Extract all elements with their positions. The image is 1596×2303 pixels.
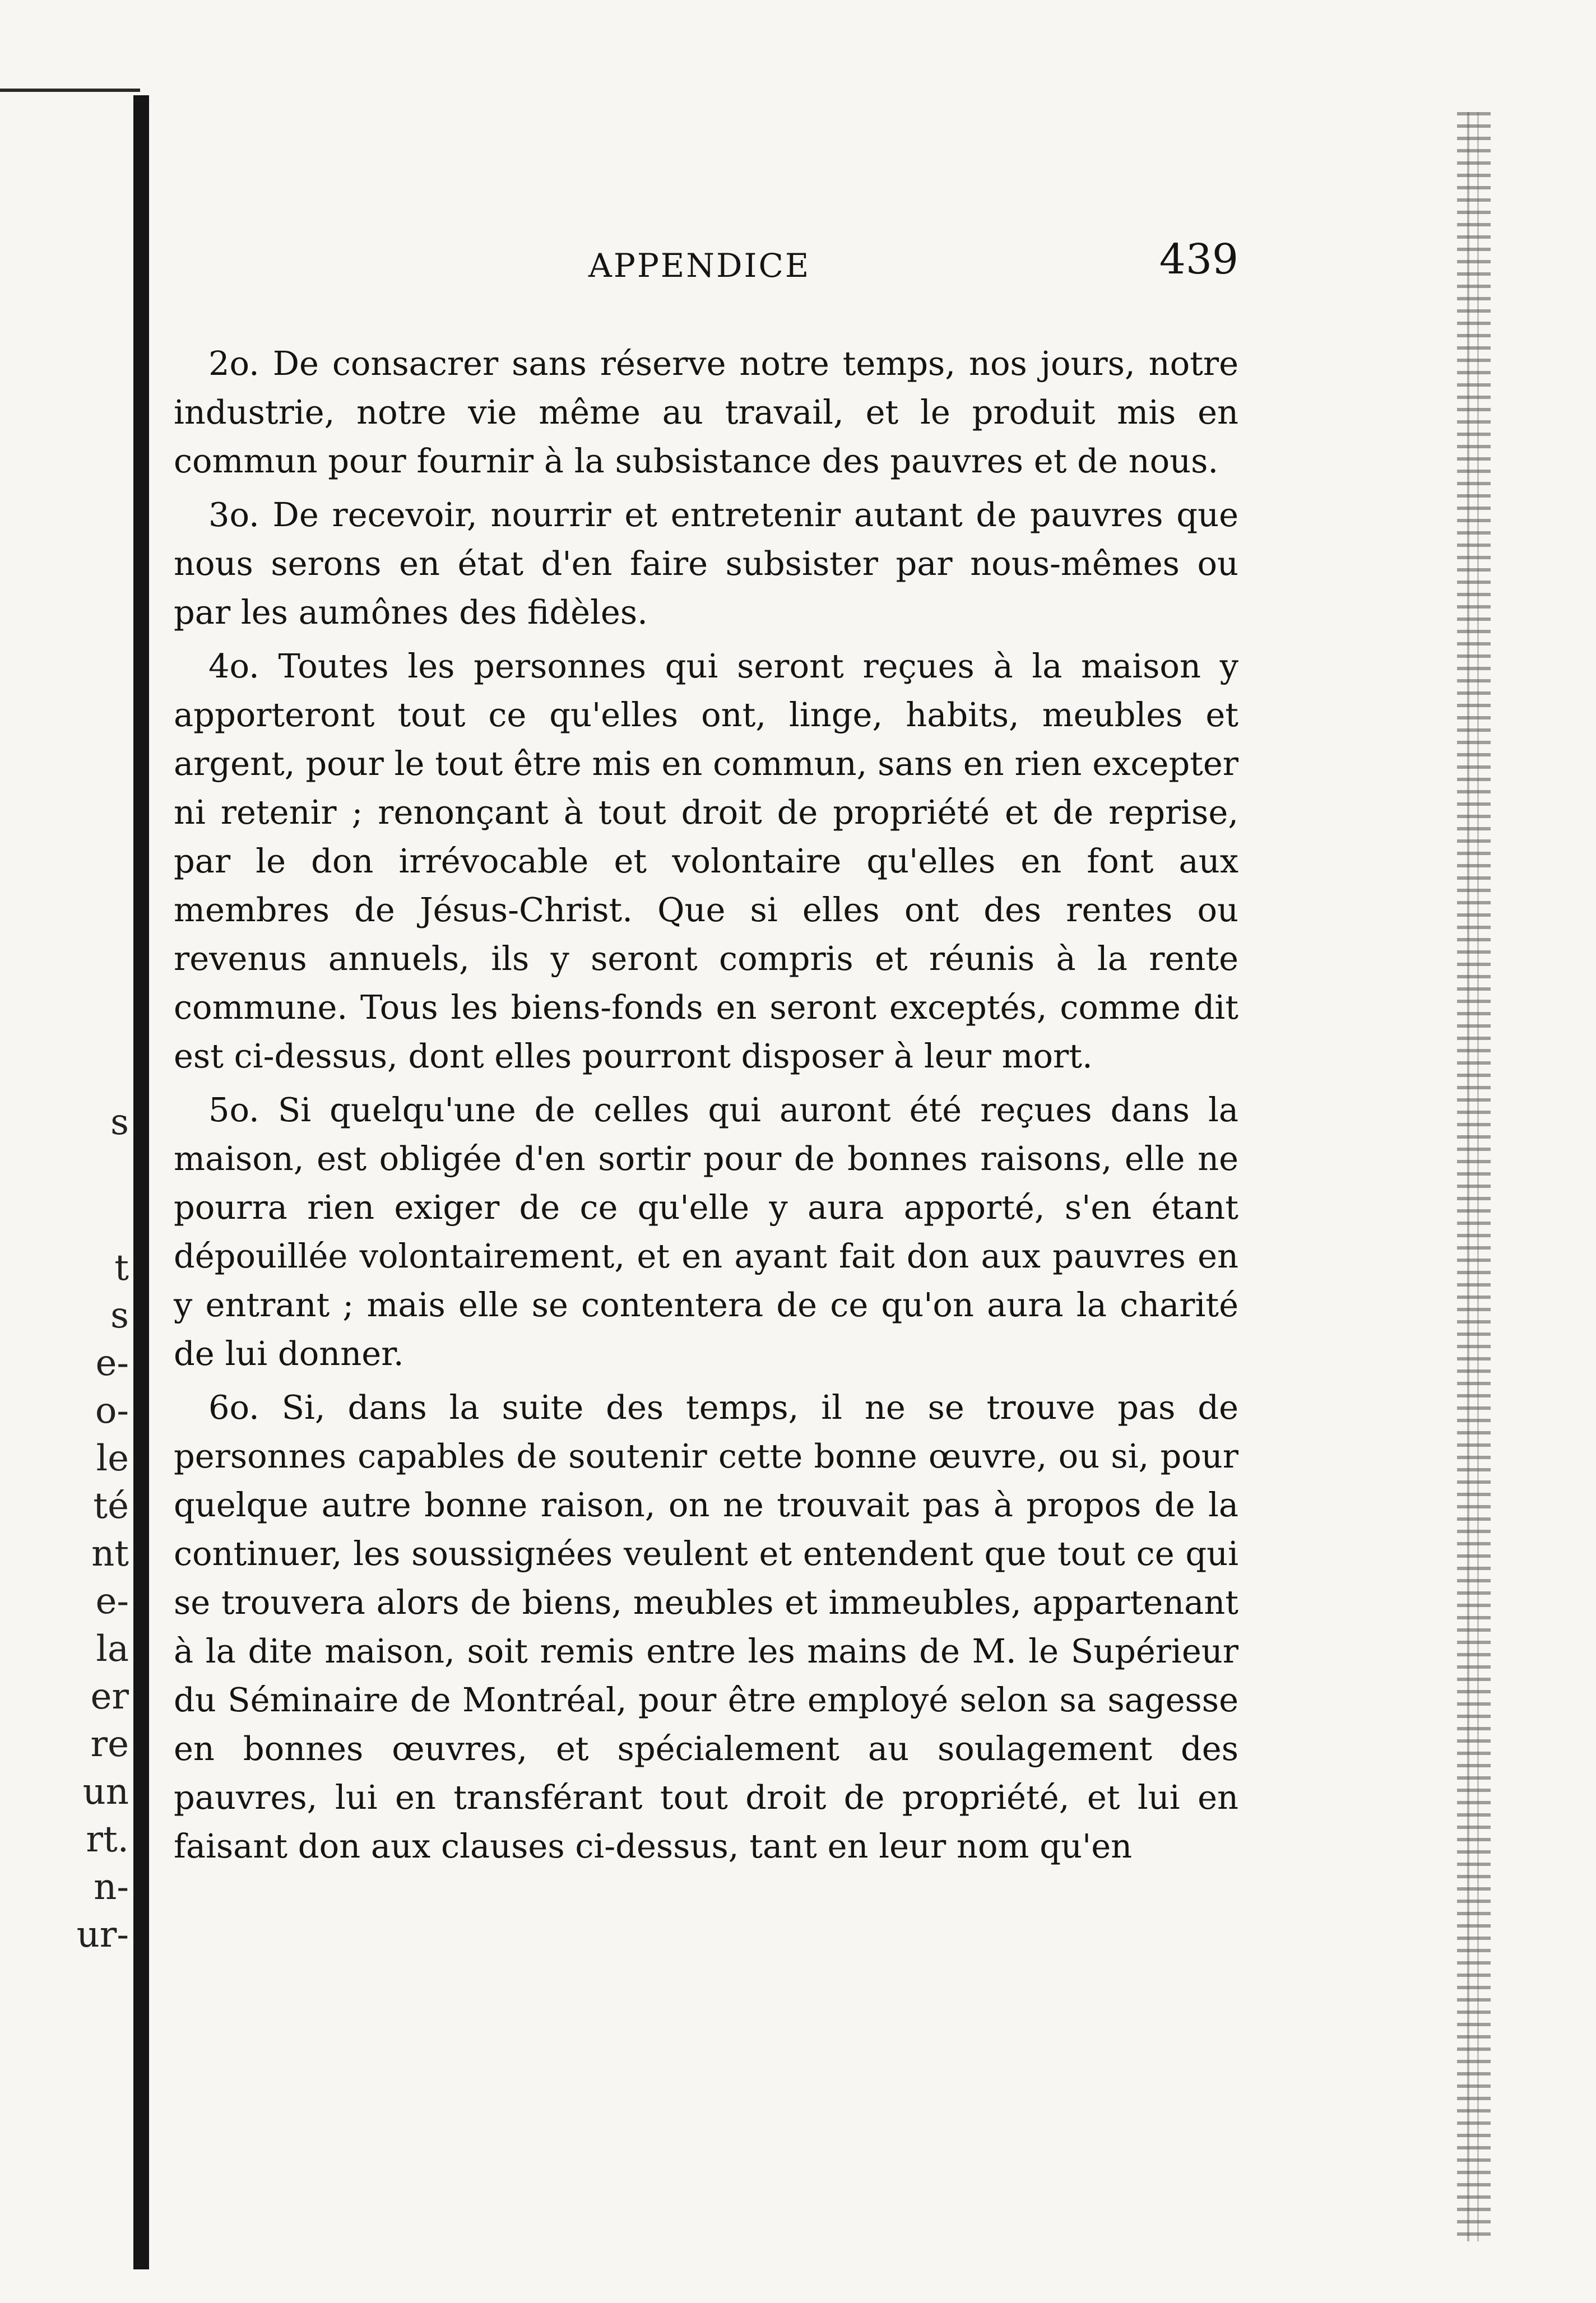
page-number: 439 [1159,235,1238,284]
facing-page-fragment: un [82,1771,129,1813]
facing-page-fragment: la [96,1628,129,1670]
page-header [588,235,1238,297]
facing-page-fragment: rt. [86,1819,129,1860]
paragraph: 5o. Si quelqu'une de celles qui auront été reçues dans la maison, est obligée d'en sortir pour de bonnes raisons, elle ne pourra rien exiger de ce qu'elle y aura apporté, s'en étant dépouillée volontairement, et en ayant fait don aux pauvres en y entrant ; mais elle se contentera de ce qu'on aura la charité de lui donner. [174,1090,1238,1373]
facing-page-fragment: s [110,1102,129,1143]
paragraph: 2o. De consacrer sans réserve notre temps, nos jours, notre industrie, notre vie même au travail, et le produit mis en commun pour fournir à la subsistance des pauvres et de nous. [174,344,1238,480]
facing-page-fragment: t [114,1247,129,1289]
paragraph: 6o. Si, dans la suite des temps, il ne se trouve pas de personnes capables de soutenir cette bonne œuvre, ou si, pour quelque autre bonne raison, on ne trouvait pas à propos de la continuer, les soussignées veulent et entendent que tout ce qui se trouvera alors de biens, meubles et immeubles, appartenant à la dite maison, soit remis entre les mains de M. le Supérieur du Séminaire de Montréal, pour être employé selon sa sagesse en bonnes œuvres, et spécialement au soulagement des pauvres, lui en transférant tout droit de propriété, et lui en faisant don aux clauses ci-dessus, tant en leur nom qu'en [174,1388,1238,1865]
facing-page-fragment: ur- [76,1914,129,1956]
facing-page-fragment: e- [95,1581,129,1622]
gutter-rule [0,89,140,92]
facing-page-fragment: er [90,1676,129,1717]
facing-page-fragment: té [93,1485,129,1527]
facing-page-fragment: nt [91,1533,129,1575]
facing-page-fragment: e- [95,1343,129,1384]
facing-page-fragment: n- [94,1866,129,1908]
facing-page-fragment: re [90,1724,129,1765]
facing-page-fragment: o- [95,1390,129,1432]
page-gutter-shadow [133,95,149,2269]
binding-edge [1457,112,1491,2241]
running-head: APPENDICE [588,247,811,285]
facing-page-fragment: le [96,1438,129,1479]
body-text [174,339,1238,1875]
facing-page-fragment: s [110,1295,129,1336]
paragraph: 4o. Toutes les personnes qui seront reçues à la maison y apporteront tout ce qu'elles ont, linge, habits, meubles et argent, pour le tout être mis en commun, sans en rien excepter ni retenir ; renonçant à tout droit de propriété et de reprise, par le don irrévocable et volontaire qu'elles en font aux membres de Jésus-Christ. Que si elles ont des rentes ou revenus annuels, ils y seront compris et réunis à la rente commune. Tous les biens-fonds en seront exceptés, comme dit est ci-dessus, dont elles pourront disposer à leur mort. [174,647,1238,1075]
paragraph: 3o. De recevoir, nourrir et entretenir autant de pauvres que nous serons en état d'en faire subsister par nous-mêmes ou par les aumônes des fidèles. [174,495,1238,632]
